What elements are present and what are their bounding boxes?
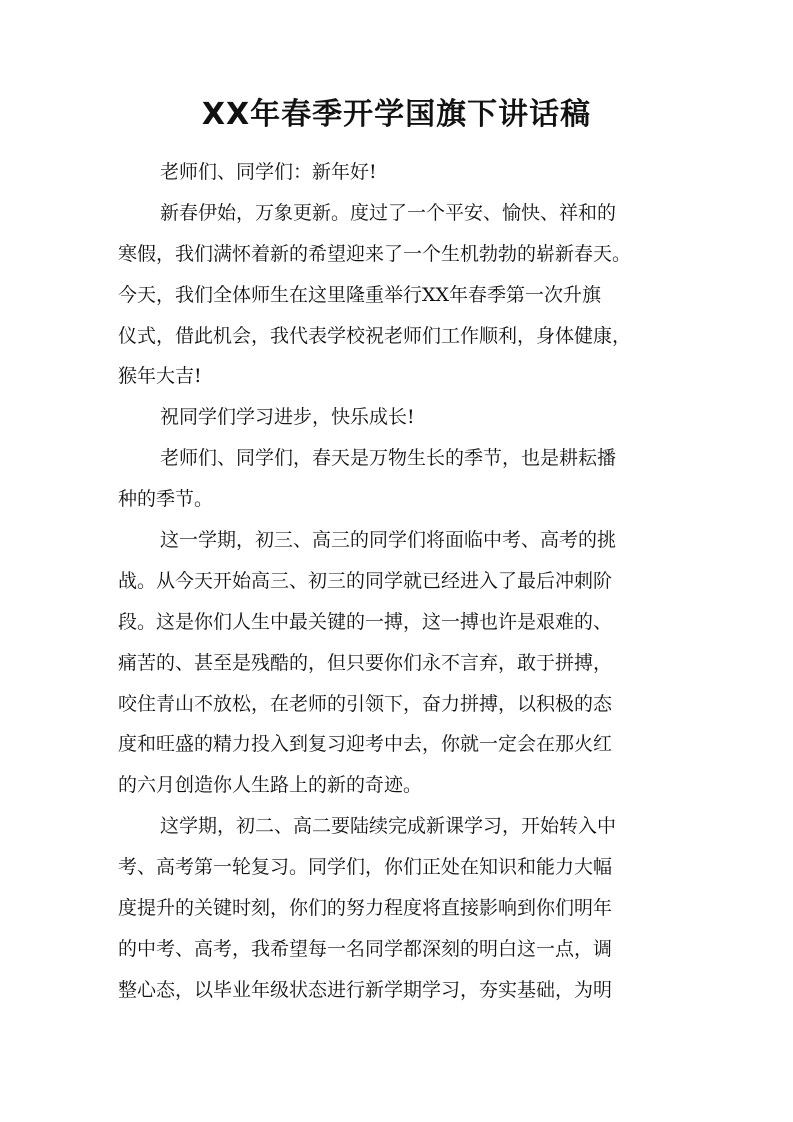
document-body <box>118 152 686 1011</box>
text-line: 咬住青山不放松，在老师的引领下，奋力拼搏，以积极的态 <box>118 692 613 715</box>
text-line: 仪式，借此机会，我代表学校祝老师们工作顺利，身体健康， <box>118 324 632 347</box>
text-line: 整心态，以毕业年级状态进行新学期学习，夯实基础，为明 <box>118 978 613 1001</box>
text-line: 这一学期，初三、高三的同学们将面临中考、高考的挑 <box>160 529 617 552</box>
text-line: 新春伊始，万象更新。度过了一个平安、愉快、祥和的 <box>160 201 617 224</box>
text-line: 段。这是你们人生中最关键的一搏，这一搏也许是艰难的、 <box>118 610 613 633</box>
text-line: 这学期，初二、高二要陆续完成新课学习，开始转入中 <box>160 815 617 838</box>
text-line: 老师们、同学们，春天是万物生长的季节，也是耕耘播 <box>160 447 617 470</box>
text-line: 今天，我们全体师生在这里隆重举行XX年春季第一次升旗 <box>118 283 602 306</box>
text-line: 的中考、高考，我希望每一名同学都深刻的明白这一点，调 <box>118 937 613 960</box>
text-line: 老师们、同学们：新年好! <box>160 161 377 183</box>
text-line: 战。从今天开始高三、初三的同学就已经进入了最后冲刺阶 <box>118 569 613 592</box>
text-line: 度和旺盛的精力投入到复习迎考中去，你就一定会在那火红 <box>118 733 613 756</box>
document-title: XX年春季开学国旗下讲话稿 <box>201 97 592 132</box>
text-line: 种的季节。 <box>118 488 214 511</box>
text-line: 猴年大吉! <box>118 365 202 388</box>
text-line: 痛苦的、甚至是残酷的，但只要你们永不言弃，敢于拼搏， <box>118 651 613 674</box>
text-line: 寒假，我们满怀着新的希望迎来了一个生机勃勃的崭新春天。 <box>118 242 632 265</box>
text-line: 的六月创造你人生路上的新的奇迹。 <box>118 774 423 797</box>
text-line: 祝同学们学习进步，快乐成长! <box>160 406 415 429</box>
text-line: 度提升的关键时刻，你们的努力程度将直接影响到你们明年 <box>118 897 613 920</box>
text-line: 考、高考第一轮复习。同学们，你们正处在知识和能力大幅 <box>118 856 613 879</box>
